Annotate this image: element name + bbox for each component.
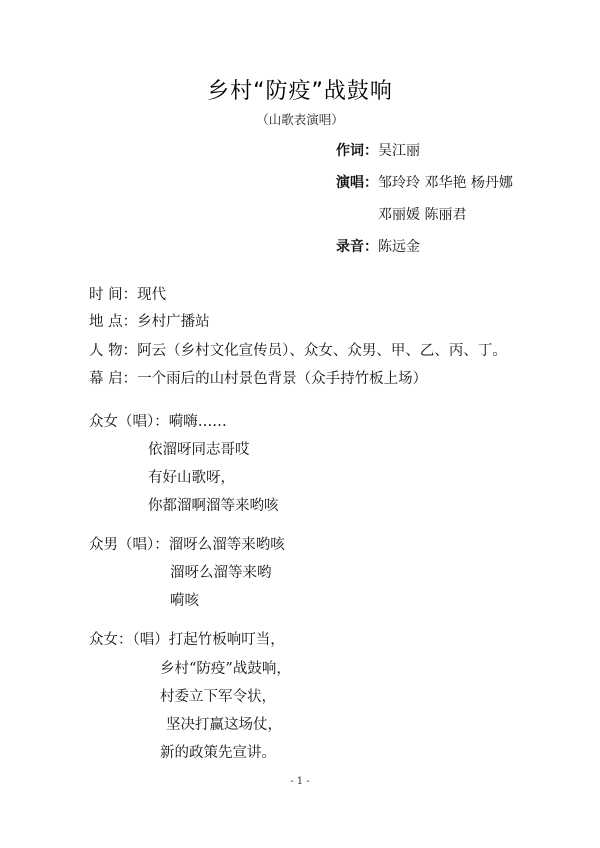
recording-name: 陈远金 [378, 239, 420, 255]
credit-recording [336, 238, 420, 256]
women-verse-line-5: 新的政策先宣讲。 [160, 745, 276, 761]
page-number: - 1 - [290, 776, 310, 787]
men-sing-line-3: 嗬咳 [170, 593, 199, 609]
women-sing-line-2: 依溜呀同志哥哎 [148, 442, 250, 458]
credit-singers [336, 174, 513, 192]
singers-label: 演唱： [336, 175, 378, 191]
men-sing-line-2: 溜呀么溜等来哟 [170, 565, 272, 581]
info-characters: 人 物：阿云（乡村文化宣传员）、众女、众男、甲、乙、丙、丁。 [89, 343, 507, 359]
women-verse-line-4: 坚决打赢这场仗， [166, 717, 282, 733]
document-subtitle: （山歌表演唱） [256, 112, 344, 127]
singers-line-1: 邹玲玲 邓华艳 杨丹娜 [378, 175, 513, 191]
women-sing-line-3: 有好山歌呀， [148, 470, 235, 486]
info-place: 地 点：乡村广播站 [89, 314, 210, 330]
recording-label: 录音： [336, 239, 378, 255]
document-title: 乡村“防疫”战鼓响 [207, 79, 393, 104]
credit-lyricist [336, 142, 420, 160]
lyricist-name: 吴江丽 [378, 143, 420, 159]
women-verse-line-2: 乡村“防疫”战鼓响， [160, 661, 291, 677]
women-sing-line-4: 你都溜啊溜等来哟咳 [148, 498, 279, 514]
singers-line-2: 邓丽媛 陈丽君 [378, 207, 467, 223]
women-verse-line-1: 众女：（唱）打起竹板响叮当， [89, 632, 285, 648]
lyricist-label: 作词： [336, 143, 378, 159]
info-curtain: 幕 启：一个雨后的山村景色背景（众手持竹板上场） [89, 371, 428, 387]
women-sing-line-1: 众女（唱）：嗬嗨…… [89, 414, 227, 430]
women-verse-line-3: 村委立下军令状， [160, 689, 276, 705]
info-time: 时 间：现代 [89, 287, 167, 303]
men-sing-line-1: 众男（唱）：溜呀么溜等来哟咳 [89, 537, 285, 553]
